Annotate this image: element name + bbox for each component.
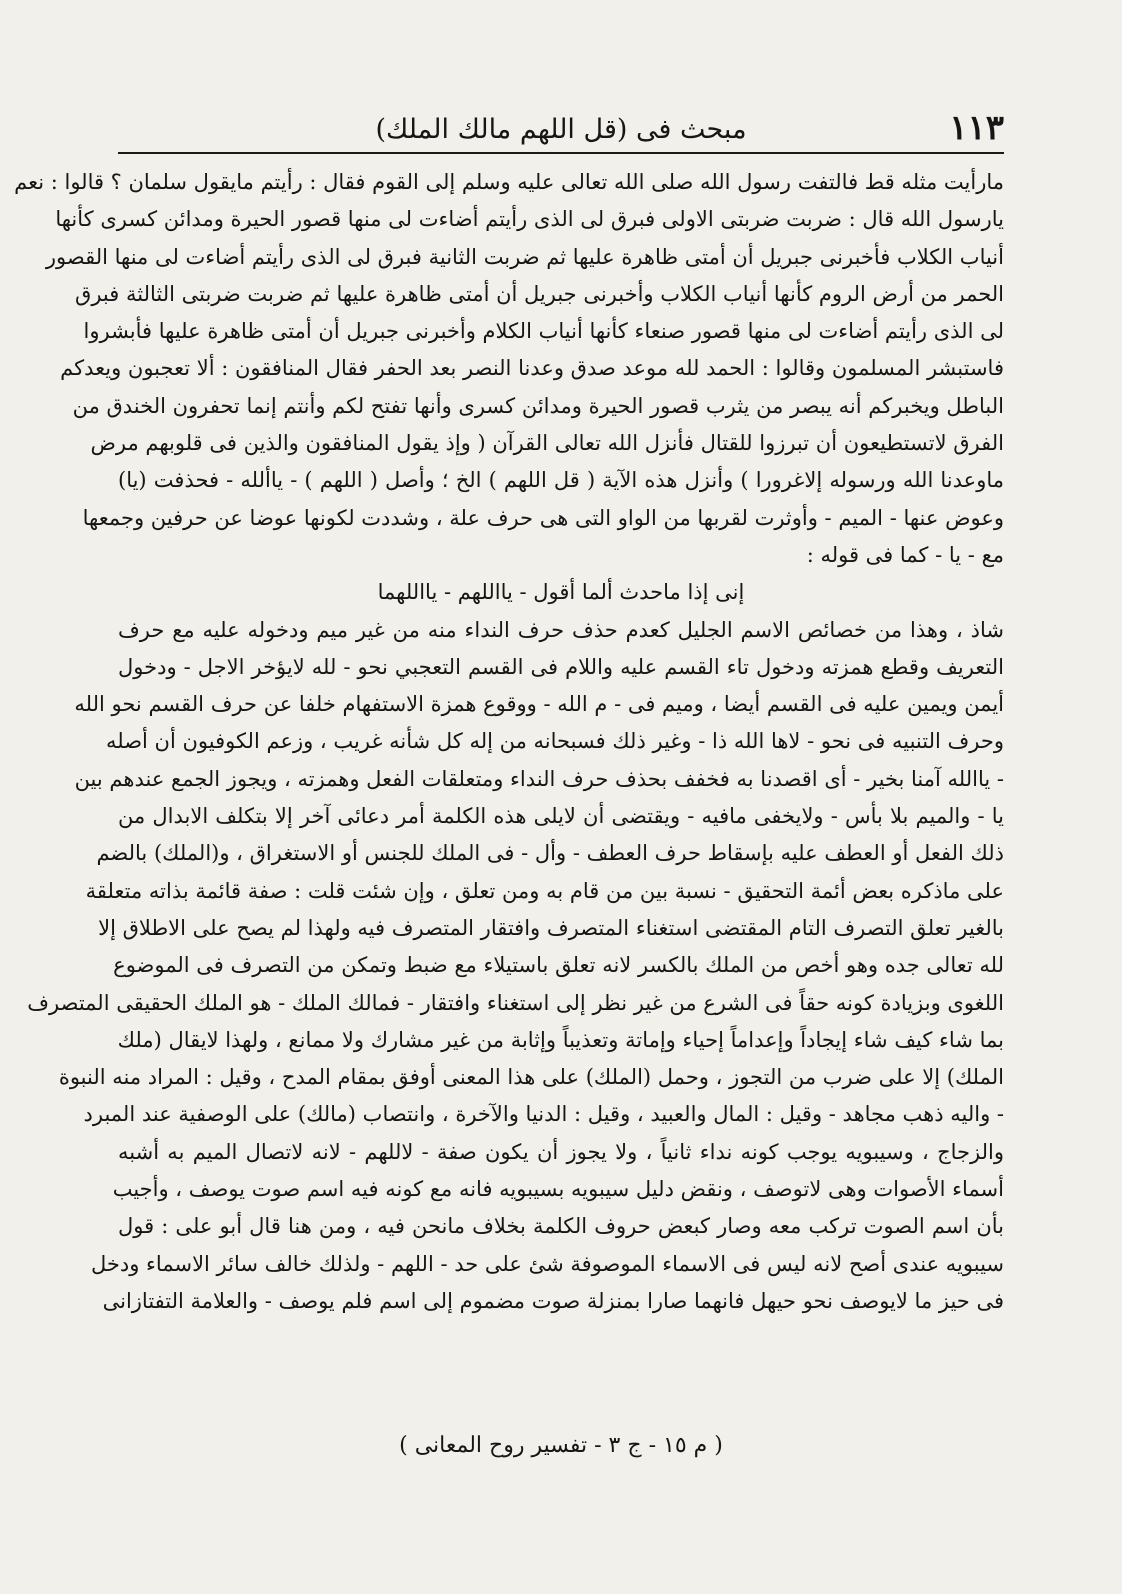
- page-header: [118, 104, 1004, 156]
- text-line: فى حيز ما لايوصف نحو حيهل فانهما صارا بمنزلة صوت مضموم إلى اسم فلم يوصف - والعلامة التفتازانى: [102, 1288, 1004, 1313]
- text-line: اللغوى وبزيادة كونه حقاً فى الشرع من غير نظر إلى استغناء وافتقار - فمالك الملك - هو الملك الحقيقى المتصرف: [27, 990, 1004, 1015]
- text-line: ذلك الفعل أو العطف عليه بإسقاط حرف العطف - وأل - فى الملك للجنس أو الاستغراق ، و(الملك) بالضم: [96, 841, 1004, 866]
- text-line: بما شاء كيف شاء إيجاداً وإعداماً إحياء وإماتة وتعذيباً وإثابة من غير مشارك ولا ممانع ، ولهذا لايقال (ملك: [117, 1027, 1004, 1052]
- header-rule: [118, 152, 1004, 154]
- body-text: [14, 164, 1004, 1320]
- text-line: سيبويه عندى أصح لانه ليس فى الاسماء الموصوفة شئ على حد - اللهم - ولذلك خالف سائر الاسماء ودخل: [91, 1251, 1004, 1276]
- text-line: وحرف التنبيه فى نحو - لاها الله ذا - وغير ذلك فسبحانه من إله كل شأنه غريب ، وزعم الكوفيون أن أصله: [105, 729, 1004, 754]
- text-line: مع - يا - كما فى قوله :: [806, 542, 1004, 567]
- text-line: وعوض عنها - الميم - وأوثرت لقربها من الواو التى هى حرف علة ، وشددت لكونها عوضا عن حرفين وجمعها: [82, 505, 1004, 530]
- text-line: والزجاج ، وسيبويه يوجب كونه نداء ثانياً ، ولا يجوز أن يكون صفة - لاللهم - لانه لاتصال الميم به أشبه: [118, 1139, 1004, 1164]
- text-line: الباطل ويخبركم أنه يبصر من يثرب قصور الحيرة ومدائن كسرى وأنها تفتح لكم وأنتم إنما تحفرون الخندق من: [72, 393, 1004, 418]
- text-line: بأن اسم الصوت تركب معه وصار كبعض حروف الكلمة بخلاف مانحن فيه ، ومن هنا قال أبو على : قول: [118, 1214, 1004, 1239]
- running-head: مبحث فى (قل اللهم مالك الملك): [375, 114, 747, 145]
- text-line: لله تعالى جده وهو أخص من الملك بالكسر لانه تعلق باستيلاء مع ضبط وتمكن من التصرف فى الموضوع: [113, 953, 1004, 978]
- text-line: أيمن ويمين عليه فى القسم أيضا ، وميم فى - م الله - ووقوع همزة الاستفهام خلفا عن حرف القسم نحو الله: [74, 692, 1004, 717]
- text-line: الحمر من أرض الروم كأنها أنياب الكلاب وأخبرنى جبريل أن أمتى ظاهرة عليها ثم ضربت ضربتى الثالثة فبرق: [75, 281, 1004, 306]
- text-line: ماوعدنا الله ورسوله إلاغرورا ) وأنزل هذه الآية ( قل اللهم ) الخ ؛ وأصل ( اللهم ) - ياألله - فحذفت (يا): [118, 468, 1004, 493]
- text-line: - ياالله آمنا بخير - أى اقصدنا به فخفف بحذف حرف النداء ومتعلقات الفعل وهمزته ، ويجوز الجمع عندهم بين: [74, 766, 1004, 791]
- text-line: مارأيت مثله قط فالتفت رسول الله صلى الله تعالى عليه وسلم إلى القوم فقال : رأيتم مايقول سلمان ؟ قالوا : نعم: [14, 170, 1004, 194]
- poetry-verse: إنى إذا ماحدث ألما أقول - يااللهم - يااللهما: [377, 580, 745, 605]
- text-line: بالغير تعلق التصرف التام المقتضى استغناء المتصرف وافتقار المتصرف فيه ولهذا لم يصح على الاطلاق إلا: [98, 915, 1004, 940]
- text-line: الملك) إلا على ضرب من التجوز ، وحمل (الملك) على هذا المعنى أوفق بمقام المدح ، وقيل : المراد منه النبوة: [58, 1065, 1004, 1090]
- text-line: فاستبشر المسلمون وقالوا : الحمد لله موعد صدق وعدنا النصر بعد الحفر فقال المنافقون : ألا تعجبون ويعدكم: [60, 356, 1004, 381]
- text-line: شاذ ، وهذا من خصائص الاسم الجليل كعدم حذف حرف النداء منه من غير ميم ودخوله عليه مع حرف: [118, 617, 1004, 642]
- text-line: أسماء الأصوات وهى لاتوصف ، ونقض دليل سيبويه بسيبويه فانه مع كونه فيه اسم صوت يوصف ، وأجيب: [112, 1177, 1004, 1202]
- page-number: ١١٣: [949, 108, 1004, 148]
- page-footer: ( م ١٥ - ج ٣ - تفسير روح المعانى ): [399, 1433, 723, 1458]
- text-line: على ماذكره بعض أئمة التحقيق - نسبة بين من قام به ومن تعلق ، وإن شئت قلت : صفة قائمة بذاته متعلقة: [85, 878, 1004, 903]
- text-line: الفرق لاتستطيعون أن تبرزوا للقتال فأنزل الله تعالى القرآن ( وإذ يقول المنافقون والذين فى قلوبهم مرض: [90, 431, 1004, 456]
- text-line: أنياب الكلاب فأخبرنى جبريل أن أمتى ظاهرة عليها ثم ضربت الثانية فبرق لى الذى رأيتم أضاءت لى منها القصور: [45, 244, 1004, 269]
- text-line: - واليه ذهب مجاهد - وقيل : المال والعبيد ، وقيل : الدنيا والآخرة ، وانتصاب (مالك) على الوصفية عند المبرد: [83, 1102, 1004, 1127]
- text-line: يا - والميم بلا بأس - ولايخفى مافيه - ويقتضى أن لايلى هذه الكلمة أمر دعائى آخر إلا بتكلف الابدال من: [118, 804, 1004, 829]
- text-line: لى الذى رأيتم أضاءت لى منها قصور صنعاء كأنها أنياب الكلام وأخبرنى جبريل أن أمتى ظاهرة عليها فأبشروا: [83, 319, 1004, 344]
- text-line: يارسول الله قال : ضربت ضربتى الاولى فبرق لى الذى رأيتم أضاءت لى منها قصور الحيرة ومدائن كسرى كأنها: [55, 207, 1004, 232]
- text-line: التعريف وقطع همزته ودخول تاء القسم عليه واللام فى القسم التعجبي نحو - لله لايؤخر الاجل - ودخول: [118, 654, 1004, 679]
